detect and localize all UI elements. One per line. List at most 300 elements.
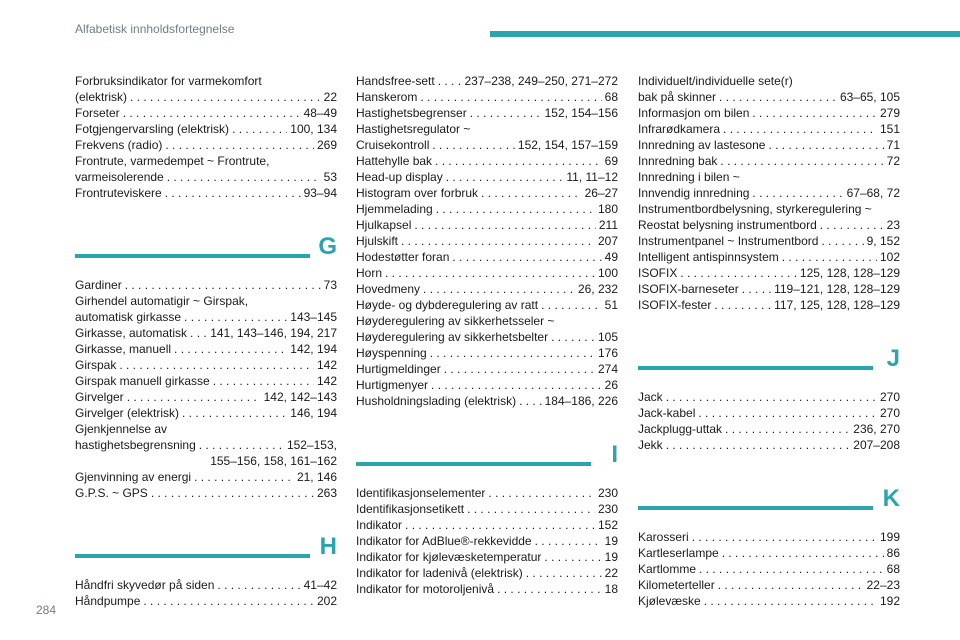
dot-leader [165, 185, 301, 201]
entry-line [356, 281, 618, 297]
entry-pages: 21, 146 [296, 470, 337, 484]
entry-pages: 71 [886, 138, 900, 152]
entry-pages: 102 [879, 250, 900, 264]
entry-pages: 230 [597, 502, 618, 516]
entry-label: Head-up display [356, 170, 443, 184]
entry-label: G.P.S. ~ GPS [75, 486, 148, 500]
index-entry [638, 169, 900, 201]
index-entry [356, 153, 618, 169]
entry-pages: 152, 154, 157–159 [517, 138, 618, 152]
entry-line [356, 297, 618, 313]
entry-label: ISOFIX [638, 266, 678, 280]
entry-label: Girkasse, automatisk [75, 326, 188, 340]
entry-label: Hodestøtter foran [356, 250, 450, 264]
entry-line [638, 137, 900, 153]
index-entry [356, 249, 618, 265]
index-column-1 [75, 73, 337, 609]
index-entry [638, 389, 900, 405]
index-entry [356, 121, 618, 153]
dot-leader [742, 281, 771, 297]
section-letter: K [882, 485, 900, 512]
entry-label: Gjenkjennelse av [75, 422, 168, 436]
dot-leader [752, 185, 843, 201]
entry-pages: 117, 125, 128, 128–129 [774, 298, 900, 312]
entry-line [356, 137, 618, 153]
index-entry [356, 313, 618, 345]
entry-pages: 142 [316, 374, 337, 388]
dot-leader [718, 577, 864, 593]
entry-line [75, 169, 337, 185]
entry-line [356, 201, 618, 217]
entry-pages: 263 [316, 486, 337, 500]
entry-pages: 18 [604, 582, 618, 596]
index-entry [356, 265, 618, 281]
entry-label: Indikator for AdBlue®-rekkevidde [356, 534, 532, 548]
entry-label: Kartleserlampe [638, 546, 719, 560]
entry-line [356, 185, 618, 201]
entry-label: ISOFIX-barneseter [638, 282, 739, 296]
dot-leader [704, 593, 877, 609]
entry-label: Frekvens (radio) [75, 138, 163, 152]
dot-leader [723, 121, 877, 137]
index-entry [75, 293, 337, 325]
entry-label: Innredning bak [638, 154, 718, 168]
entry-line [75, 469, 337, 485]
dot-leader [481, 185, 582, 201]
section-rule [638, 506, 873, 510]
entry-label: Karosseri [638, 530, 689, 544]
entry-label: Hastighetsregulator ~ [356, 122, 471, 136]
entry-line [356, 329, 618, 345]
entry-line [638, 249, 900, 265]
index-entry [356, 581, 618, 597]
entry-pages: 11, 11–12 [566, 170, 618, 184]
entry-label: Jack [638, 390, 663, 404]
entry-label: Hanskerom [356, 90, 418, 104]
dot-leader [720, 153, 883, 169]
entry-pages: 100 [597, 266, 618, 280]
entry-pages: 199 [879, 530, 900, 544]
dot-leader [544, 549, 601, 565]
entry-pages: 26, 232 [577, 282, 618, 296]
index-entry [638, 121, 900, 137]
dot-leader [414, 217, 596, 233]
index-entry [638, 545, 900, 561]
header-accent-bar [490, 31, 960, 37]
index-entry [75, 405, 337, 421]
entry-line [75, 73, 337, 89]
index-entry [638, 297, 900, 313]
dot-leader [232, 121, 287, 137]
entry-label: Indikator for kjølevæsketemperatur [356, 550, 542, 564]
entry-label: Infrarødkamera [638, 122, 721, 136]
section-letter: H [319, 533, 337, 560]
index-entry [356, 345, 618, 361]
entry-line [638, 405, 900, 421]
entry-line [75, 105, 337, 121]
section-letter: I [611, 441, 618, 468]
dot-leader [125, 277, 321, 293]
entry-line [356, 313, 618, 329]
dot-leader [184, 309, 287, 325]
entry-label: Horn [356, 266, 383, 280]
dot-leader [127, 389, 261, 405]
index-entry [75, 593, 337, 609]
index-entry [356, 233, 618, 249]
dot-leader [446, 169, 564, 185]
dot-leader [432, 137, 515, 153]
dot-leader [452, 249, 601, 265]
entry-line [75, 341, 337, 357]
entry-label: Forseter [75, 106, 120, 120]
entry-label: Girspak [75, 358, 117, 372]
entry-label: Indikator [356, 518, 403, 532]
dot-leader [174, 341, 287, 357]
entry-line [638, 153, 900, 169]
entry-line [638, 437, 900, 453]
entry-pages: 26–27 [584, 186, 618, 200]
entry-pages: 152–153, [286, 438, 337, 452]
entry-label: Hastighetsbegrenser [356, 106, 467, 120]
entry-pages: 51 [604, 298, 618, 312]
entry-line [638, 389, 900, 405]
index-entry [356, 297, 618, 313]
entry-line [356, 361, 618, 377]
dot-leader [488, 485, 595, 501]
entry-line [638, 121, 900, 137]
entry-line [638, 265, 900, 281]
entry-line [638, 217, 900, 233]
entry-label: Gardiner [75, 278, 122, 292]
entry-line [75, 137, 337, 153]
entry-label: Girvelger (elektrisk) [75, 406, 180, 420]
index-entry [356, 485, 618, 501]
section-rule [638, 366, 873, 370]
index-entry [638, 153, 900, 169]
entry-line [638, 281, 900, 297]
entry-pages: 105 [597, 330, 618, 344]
entry-pages: 202 [316, 594, 337, 608]
entry-line [356, 501, 618, 517]
entry-line [638, 529, 900, 545]
dot-leader [182, 405, 287, 421]
index-entry [638, 593, 900, 609]
dot-leader [213, 373, 314, 389]
index-entry [75, 421, 337, 469]
entry-pages: 184–186, 226 [544, 394, 618, 408]
entry-pages: 141, 143–146, 194, 217 [210, 326, 337, 340]
dot-leader [782, 249, 877, 265]
section-letter: J [886, 345, 900, 372]
dot-leader [420, 89, 601, 105]
index-entry [75, 389, 337, 405]
entry-pages: 41–42 [303, 578, 337, 592]
entry-pages: 152 [597, 518, 618, 532]
dot-leader [470, 105, 542, 121]
index-entry [356, 89, 618, 105]
dot-leader [725, 421, 850, 437]
entry-line [356, 377, 618, 393]
entry-line [356, 169, 618, 185]
dot-leader [821, 233, 863, 249]
index-entry [356, 73, 618, 89]
index-entry [75, 153, 337, 185]
entry-line [356, 533, 618, 549]
entry-label: (elektrisk) [75, 90, 128, 104]
entry-label: Informasjon om bilen [638, 106, 750, 120]
entry-line [356, 89, 618, 105]
entry-label: Hjemmelading [356, 202, 433, 216]
entry-label: Intelligent antispinnsystem [638, 250, 779, 264]
index-column-3 [638, 73, 900, 609]
entry-line [75, 89, 337, 105]
entry-pages: 207 [597, 234, 618, 248]
entry-pages: 143–145 [290, 310, 337, 324]
entry-label: Innredning av lastesone [638, 138, 766, 152]
header-title: Alfabetisk innholdsfortegnelse [75, 22, 235, 36]
entry-line [356, 233, 618, 249]
entry-label: Hurtigmeldinger [356, 362, 441, 376]
dot-leader [423, 281, 575, 297]
dot-leader [820, 217, 884, 233]
entry-line [356, 217, 618, 233]
entry-line [356, 73, 618, 89]
entry-line [75, 437, 337, 453]
dot-leader [541, 297, 602, 313]
index-entry [356, 565, 618, 581]
section-rule [75, 554, 310, 558]
index-entry [75, 277, 337, 293]
entry-line [75, 389, 337, 405]
index-entry [75, 325, 337, 341]
entry-line [638, 169, 900, 185]
dot-leader [535, 533, 602, 549]
entry-pages: 274 [597, 362, 618, 376]
index-entry [638, 105, 900, 121]
entry-line [75, 485, 337, 501]
entry-label: Håndfri skyvedør på siden [75, 578, 215, 592]
entry-line [638, 233, 900, 249]
entry-pages: 93–94 [303, 186, 337, 200]
entry-line [638, 421, 900, 437]
index-entry [638, 265, 900, 281]
entry-label: Innvendig innredning [638, 186, 750, 200]
entry-label: Hjulkapsel [356, 218, 412, 232]
entry-pages: 230 [597, 486, 618, 500]
index-entry [638, 421, 900, 437]
entry-pages: 19 [604, 534, 618, 548]
dot-leader [130, 89, 321, 105]
entry-line [356, 485, 618, 501]
dot-leader [119, 357, 314, 373]
entry-label: Girspak manuell girkasse [75, 374, 210, 388]
index-entry [75, 341, 337, 357]
entry-pages: 72 [886, 154, 900, 168]
section-header [638, 340, 900, 386]
index-entry [75, 357, 337, 373]
entry-pages: 152, 154–156 [544, 106, 618, 120]
index-entry [638, 405, 900, 421]
index-entry [638, 561, 900, 577]
section-rule [356, 462, 591, 466]
entry-pages: 180 [597, 202, 618, 216]
section-rule [75, 254, 310, 258]
index-entry [638, 233, 900, 249]
entry-pages: 69 [604, 154, 618, 168]
entry-pages: 22 [323, 90, 337, 104]
index-entry [638, 73, 900, 105]
index-entry [638, 577, 900, 593]
entry-label: Girhendel automatigir ~ Girspak, [75, 294, 249, 308]
index-entry [356, 533, 618, 549]
entry-line [638, 185, 900, 201]
index-entry [356, 217, 618, 233]
entry-pages-continued: 155–156, 158, 161–162 [210, 454, 337, 468]
index-entry [75, 73, 337, 105]
entry-pages: 26 [604, 378, 618, 392]
index-entry [356, 361, 618, 377]
dot-leader [405, 517, 595, 533]
entry-line [638, 561, 900, 577]
entry-line [75, 357, 337, 373]
dot-leader [698, 405, 877, 421]
entry-pages: 49 [604, 250, 618, 264]
dot-leader [699, 561, 884, 577]
dot-leader [435, 153, 602, 169]
entry-label: Høyderegulering av sikkerhetsseler ~ [356, 314, 555, 328]
entry-label: hastighetsbegrensning [75, 438, 196, 452]
entry-label: Forbruksindikator for varmekomfort [75, 74, 262, 88]
dot-leader [692, 529, 877, 545]
entry-label: Kilometerteller [638, 578, 715, 592]
entry-pages: 22 [604, 566, 618, 580]
entry-pages: 67–68, 72 [846, 186, 900, 200]
index-entry [638, 249, 900, 265]
index-entry [638, 529, 900, 545]
entry-label: Høyde- og dybderegulering av ratt [356, 298, 539, 312]
index-entry [356, 517, 618, 533]
entry-label: Høyderegulering av sikkerhetsbelter [356, 330, 549, 344]
entry-pages: 48–49 [303, 106, 337, 120]
entry-line [356, 565, 618, 581]
entry-label: Frontrute, varmedempet ~ Frontrute, [75, 154, 270, 168]
entry-line [75, 325, 337, 341]
entry-line [356, 549, 618, 565]
entry-pages: 237–238, 249–250, 271–272 [464, 74, 618, 88]
entry-pages: 151 [879, 122, 900, 136]
index-entry [356, 393, 618, 409]
entry-pages: 192 [879, 594, 900, 608]
entry-pages: 142 [316, 358, 337, 372]
dot-leader [431, 377, 602, 393]
entry-line [75, 309, 337, 325]
entry-label: Instrumentbordbelysning, styrkeregulering ~ [638, 202, 872, 216]
entry-line [356, 121, 618, 137]
entry-label: varmeisolerende [75, 170, 164, 184]
index-entry [356, 169, 618, 185]
entry-pages: 73 [323, 278, 337, 292]
entry-pages: 269 [316, 138, 337, 152]
dot-leader [217, 577, 300, 593]
entry-label: ISOFIX-fester [638, 298, 712, 312]
page-number: 284 [36, 603, 57, 617]
dot-leader [436, 201, 595, 217]
entry-pages: 100, 134 [290, 122, 337, 136]
dot-leader [768, 137, 883, 153]
index-entry [75, 137, 337, 153]
index-entry [638, 437, 900, 453]
dot-leader [467, 501, 595, 517]
entry-line [638, 105, 900, 121]
entry-pages: 236, 270 [853, 422, 900, 436]
section-header [638, 480, 900, 526]
entry-label: Indikator for motoroljenivå [356, 582, 495, 596]
entry-line [356, 581, 618, 597]
entry-line [356, 105, 618, 121]
entry-label: Høyspenning [356, 346, 427, 360]
index-entry [638, 281, 900, 297]
entry-pages: 211 [598, 218, 618, 232]
entry-line [638, 73, 900, 89]
index-entry [75, 105, 337, 121]
entry-label: Identifikasjonselementer [356, 486, 486, 500]
index-entry [356, 185, 618, 201]
entry-line [638, 89, 900, 105]
dot-leader [444, 361, 595, 377]
entry-label: Husholdningslading (elektrisk) [356, 394, 517, 408]
index-entry [356, 377, 618, 393]
entry-label: Girkasse, manuell [75, 342, 172, 356]
entry-label: automatisk girkasse [75, 310, 182, 324]
entry-label: Hjulskift [356, 234, 399, 248]
entry-label: Kartlomme [638, 562, 697, 576]
dot-leader [719, 89, 837, 105]
dot-leader [194, 469, 294, 485]
index-entry [638, 201, 900, 233]
dot-leader [123, 105, 301, 121]
entry-pages: 9, 152 [866, 234, 900, 248]
entry-label: Cruisekontroll [356, 138, 430, 152]
entry-pages: 176 [597, 346, 618, 360]
dot-leader [151, 485, 314, 501]
index-entry [356, 105, 618, 121]
entry-line [75, 577, 337, 593]
entry-line [638, 593, 900, 609]
dot-leader [385, 265, 595, 281]
entry-line [638, 297, 900, 313]
entry-label: Hurtigmenyer [356, 378, 429, 392]
dot-leader [526, 565, 602, 581]
entry-label: Identifikasjonsetikett [356, 502, 465, 516]
entry-pages: 270 [879, 406, 900, 420]
entry-pages: 207–208 [853, 438, 900, 452]
entry-label: bak på skinner [638, 90, 717, 104]
entry-line [356, 265, 618, 281]
entry-line [75, 405, 337, 421]
dot-leader [438, 73, 462, 89]
dot-leader [519, 393, 542, 409]
index-entry [356, 549, 618, 565]
dot-leader [752, 105, 877, 121]
entry-pages: 279 [879, 106, 900, 120]
entry-pages: 86 [886, 546, 900, 560]
dot-leader [430, 345, 595, 361]
dot-leader [401, 233, 595, 249]
entry-pages: 23 [886, 218, 900, 232]
entry-pages: 63–65, 105 [839, 90, 900, 104]
entry-line [75, 185, 337, 201]
entry-label: Instrumentpanel ~ Instrumentbord [638, 234, 819, 248]
